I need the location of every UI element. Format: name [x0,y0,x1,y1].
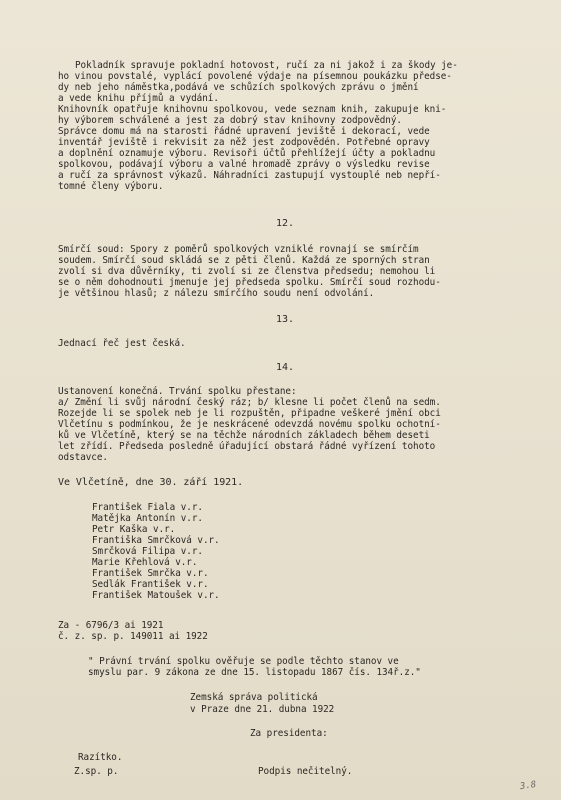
signatory: František Fiala v.r. [92,502,203,513]
section-number: 14. [276,362,295,373]
text-line: Knihovník opatřuje knihovnu spolkovou, vede seznam knih, zakupuje kni- [58,104,447,115]
text-line: ků ve Vlčetíně, který se na těchže národních základech během deseti [58,430,430,441]
text-line: Ustanovení konečná. Trvání spolku přestane: [58,386,297,397]
text-line: a ručí za správnost výkazů. Náhradníci zastupují vystouplé neb nepří- [58,170,441,181]
text-line: Smírčí soud: Spory z poměrů spolkových vzniklé rovnají se smírčím [58,244,419,255]
signatory: Sedlák František v.r. [92,579,209,590]
section-number: 12. [276,218,295,229]
text-line: hy výborem schválené a jest za dobrý stav knihovny zodpovědný. [58,115,402,126]
text-line: je většinou hlasů; z nálezu smírčího soudu není odvolání. [58,288,375,299]
signatory: Marie Křehlová v.r. [92,557,198,568]
text-line: se o něm dohodnouti jmenuje jej předseda spolku. Smírčí soud rozhodu- [58,277,441,288]
text-line: spolkovou, podávají výboru a valné hromadě zprávy o výsledku revise [58,159,430,170]
zsp-label: Z.sp. p. [74,766,119,777]
text-line: Pokladník spravuje pokladní hotovost, ručí za ni jakož i za škody je- [75,60,458,71]
text-line: let zřídí. Předseda posledně úřadující obstará řádné vyřízení tohoto [58,441,436,452]
text-line: a vede knihu příjmů a vydání. [58,93,219,104]
section-number: 13. [276,314,295,325]
text-line: a/ Změní li svůj národní český ráz; b/ klesne li počet členů na sedm. [58,397,441,408]
signature-illegible: Podpis nečitelný. [258,766,353,777]
text-line: odstavce. [58,452,108,463]
stamp-label: Razítko. [78,752,123,763]
text-line: zvolí si dva důvěrníky, ti zvolí si ze členstva předsedu; nemohou li [58,266,436,277]
signatory: Františka Smrčková v.r. [92,535,220,546]
reference-number: č. z. sp. p. 149011 ai 1922 [58,631,208,642]
text-line: Správce domu má na starosti řádné upravení jeviště i dekorací, vede [58,126,430,137]
approval-text: " Právní trvání spolku ověřuje se podle těchto stanov ve [88,656,399,667]
authority-name: Zemská správa politická [190,692,318,703]
reference-number: Za - 6796/3 ai 1921 [58,620,164,631]
text-line: inventář jeviště i rekvisit za něž jest zodpovědén. Potřebné opravy [58,137,430,148]
handwritten-page-mark: 3.8 [519,779,537,793]
text-line: Jednací řeč jest česká. [58,338,186,349]
signatory: Petr Kaška v.r. [92,524,176,535]
authority-place-date: v Praze dne 21. dubna 1922 [190,704,335,715]
signatory: František Matoušek v.r. [92,590,220,601]
text-line: Rozejde li se spolek neb je li rozpuštěn, připadne veškeré jmění obci [58,408,441,419]
signatory: František Smrčka v.r. [92,568,209,579]
approval-text: smyslu par. 9 zákona ze dne 15. listopadu 1867 čís. 134ř.z." [88,667,421,678]
text-line: Vlčetínu s podmínkou, že je neskrácené odevzdá novému spolku ochotní- [58,419,441,430]
signatory: Matějka Antonín v.r. [92,513,203,524]
for-president: Za presidenta: [250,728,328,739]
text-line: dy neb jeho náměstka,podává ve schůzích spolkových zprávu o jmění [58,82,419,93]
text-line: soudem. Smírčí soud skládá se z pěti členů. Každá ze sporných stran [58,255,430,266]
text-line: ho vinou povstalé, vyplácí povolené výdaje na písemnou poukázku předse- [58,71,452,82]
signatory: Smrčková Filipa v.r. [92,546,203,557]
text-line: a doplnění oznamuje výboru. Revisoři účtů přehlížejí účty a pokladnu [58,148,436,159]
text-line: tomné členy výboru. [58,181,164,192]
date-line: Ve Vlčetíně, dne 30. září 1921. [58,477,244,488]
